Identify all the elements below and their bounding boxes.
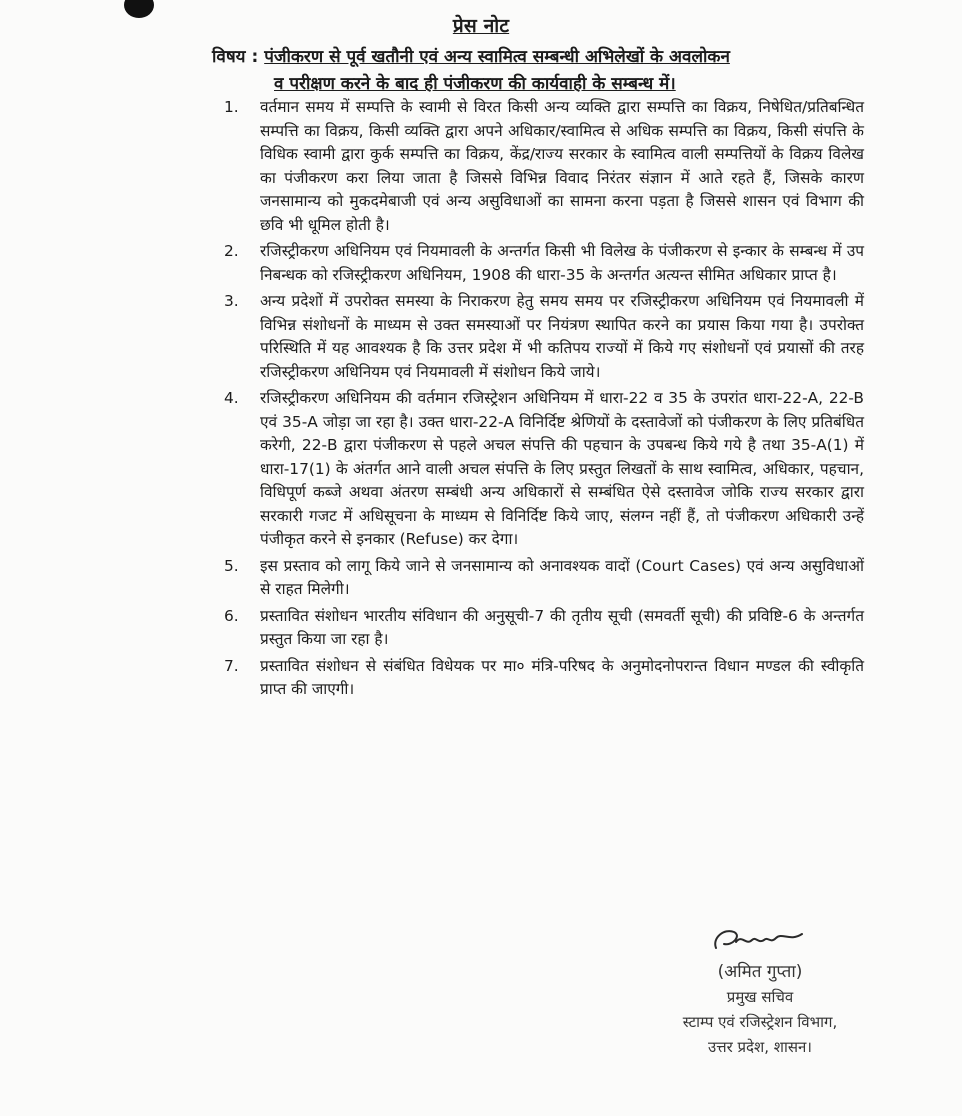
signatory-office: उत्तर प्रदेश, शासन। — [708, 1038, 812, 1056]
list-item — [224, 387, 864, 552]
subject-line-1 — [212, 44, 892, 71]
point-text: प्रस्तावित संशोधन भारतीय संविधान की अनुसूची-7 की तृतीय सूची (समवर्ती सूची) की प्रविष्टि-6 के अन्तर्गत प्रस्तुत किया जा रहा है। — [260, 606, 864, 648]
signatory-name: (अमित गुप्ता) — [717, 962, 803, 982]
signatory-department: स्टाम्प एवं रजिस्ट्रेशन विभाग, — [682, 1013, 838, 1031]
list-item — [224, 655, 864, 702]
point-text: प्रस्तावित संशोधन से संबंधित विधेयक पर मा० मंत्रि-परिषद के अनुमोदनोपरान्त विधान मण्डल की स्वीकृति प्राप्त की जाएगी। — [260, 656, 864, 698]
handwritten-signature — [706, 920, 816, 960]
point-number: 6. — [224, 606, 239, 625]
signatory-designation: प्रमुख सचिव — [726, 988, 794, 1006]
point-text: इस प्रस्ताव को लागू किये जाने से जनसामान्य को अनावश्यक वादों (Court Cases) एवं अन्य असुविधाओं से राहत मिलेगी। — [260, 556, 864, 598]
point-text: वर्तमान समय में सम्पत्ति के स्वामी से विरत किसी अन्य व्यक्ति द्वारा सम्पत्ति का विक्रय, निषेधित/प्रतिबन्धित सम्पत्ति का विक्रय, किसी व्यक्ति द्वारा अपने अधिकार/स्वामित्व से अधिक सम्पत्ति का विक्रय, किसी संपत्ति के विधिक स्वामी द्वारा कुर्क सम्पत्ति का विक्रय, केंद्र/राज्य सरकार के स्वामित्व वाली सम्पत्तियों के विक्रय विलेख का पंजीकरण करा लिया जाता है जिससे विभिन्न विवाद निरंतर संज्ञान में आते रहते हैं, जिसके कारण जनसामान्य को मुकदमेबाजी एवं अन्य असुविधाओं का सामना करना पड़ता है जिससे शासन एवं विभाग की छवि भी धूमिल होती है। — [260, 98, 864, 234]
list-item — [224, 240, 864, 287]
point-number: 4. — [224, 389, 239, 407]
points-list — [224, 96, 864, 705]
subject-label: विषय : — [212, 47, 259, 67]
subject-text-2: व परीक्षण करने के बाद ही पंजीकरण की कार्यवाही के सम्बन्ध में। — [274, 74, 676, 94]
list-item — [224, 605, 864, 652]
point-number: 1. — [224, 98, 239, 116]
point-text: रजिस्ट्रीकरण अधिनियम एवं नियमावली के अन्तर्गत किसी भी विलेख के पंजीकरण से इन्कार के सम्बन्ध में उप निबन्धक को रजिस्ट्रीकरण अधिनियम, 1908 की धारा-35 के अन्तर्गत अत्यन्त सीमित अधिकार प्राप्त है। — [260, 242, 864, 284]
list-item — [224, 555, 864, 602]
point-number: 7. — [224, 656, 239, 675]
subject-block — [212, 44, 892, 98]
signature-block — [640, 960, 880, 1060]
point-number: 5. — [224, 556, 239, 575]
point-text: अन्य प्रदेशों में उपरोक्त समस्या के निराकरण हेतु समय समय पर रजिस्ट्रीकरण अधिनियम एवं नियमावली में विभिन्न संशोधनों के माध्यम से उक्त समस्याओं पर नियंत्रण स्थापित करने का प्रयास किया गया है। उपरोक्त परिस्थिति में यह आवश्यक है कि उत्तर प्रदेश में भी कतिपय राज्यों में किये गए संशोधनों एवं प्रयासों की तरह रजिस्ट्रीकरण अधिनियम एवं नियमावली में संशोधन किये जाये। — [260, 292, 864, 381]
point-number: 2. — [224, 242, 239, 260]
point-number: 3. — [224, 292, 239, 310]
document-title: प्रेस नोट — [452, 15, 510, 37]
point-text: रजिस्ट्रीकरण अधिनियम की वर्तमान रजिस्ट्रेशन अधिनियम में धारा-22 व 35 के उपरांत धारा-22-A, 22-B एवं 35-A जोड़ा जा रहा है। उक्त धारा-22-A विनिर्दिष्ट श्रेणियों के दस्तावेजों को पंजीकरण के लिए प्रतिबंधित करेगी, 22-B द्वारा पंजीकरण से पहले अचल संपत्ति की पहचान के उपबन्ध किये गये है तथा 35-A(1) में धारा-17(1) के अंतर्गत आने वाली अचल संपत्ति के लिए प्रस्तुत लिखतों के साथ स्वामित्व, अधिकार, पहचान, विधिपूर्ण कब्जे अथवा अंतरण सम्बंधी अन्य अधिकारों से सम्बंधित ऐसे दस्तावेज जोकि राज्य सरकार द्वारा सरकारी गजट में अधिसूचना के माध्यम से विनिर्दिष्ट किये जाए, संलग्न नहीं हैं, तो पंजीकरण अधिकारी उन्हें पंजीकृत करने से इनकार (Refuse) कर देगा। — [260, 389, 864, 548]
list-item — [224, 290, 864, 384]
list-item — [224, 96, 864, 237]
subject-text-1: पंजीकरण से पूर्व खतौनी एवं अन्य स्वामित्व सम्बन्धी अभिलेखों के अवलोकन — [264, 47, 730, 67]
